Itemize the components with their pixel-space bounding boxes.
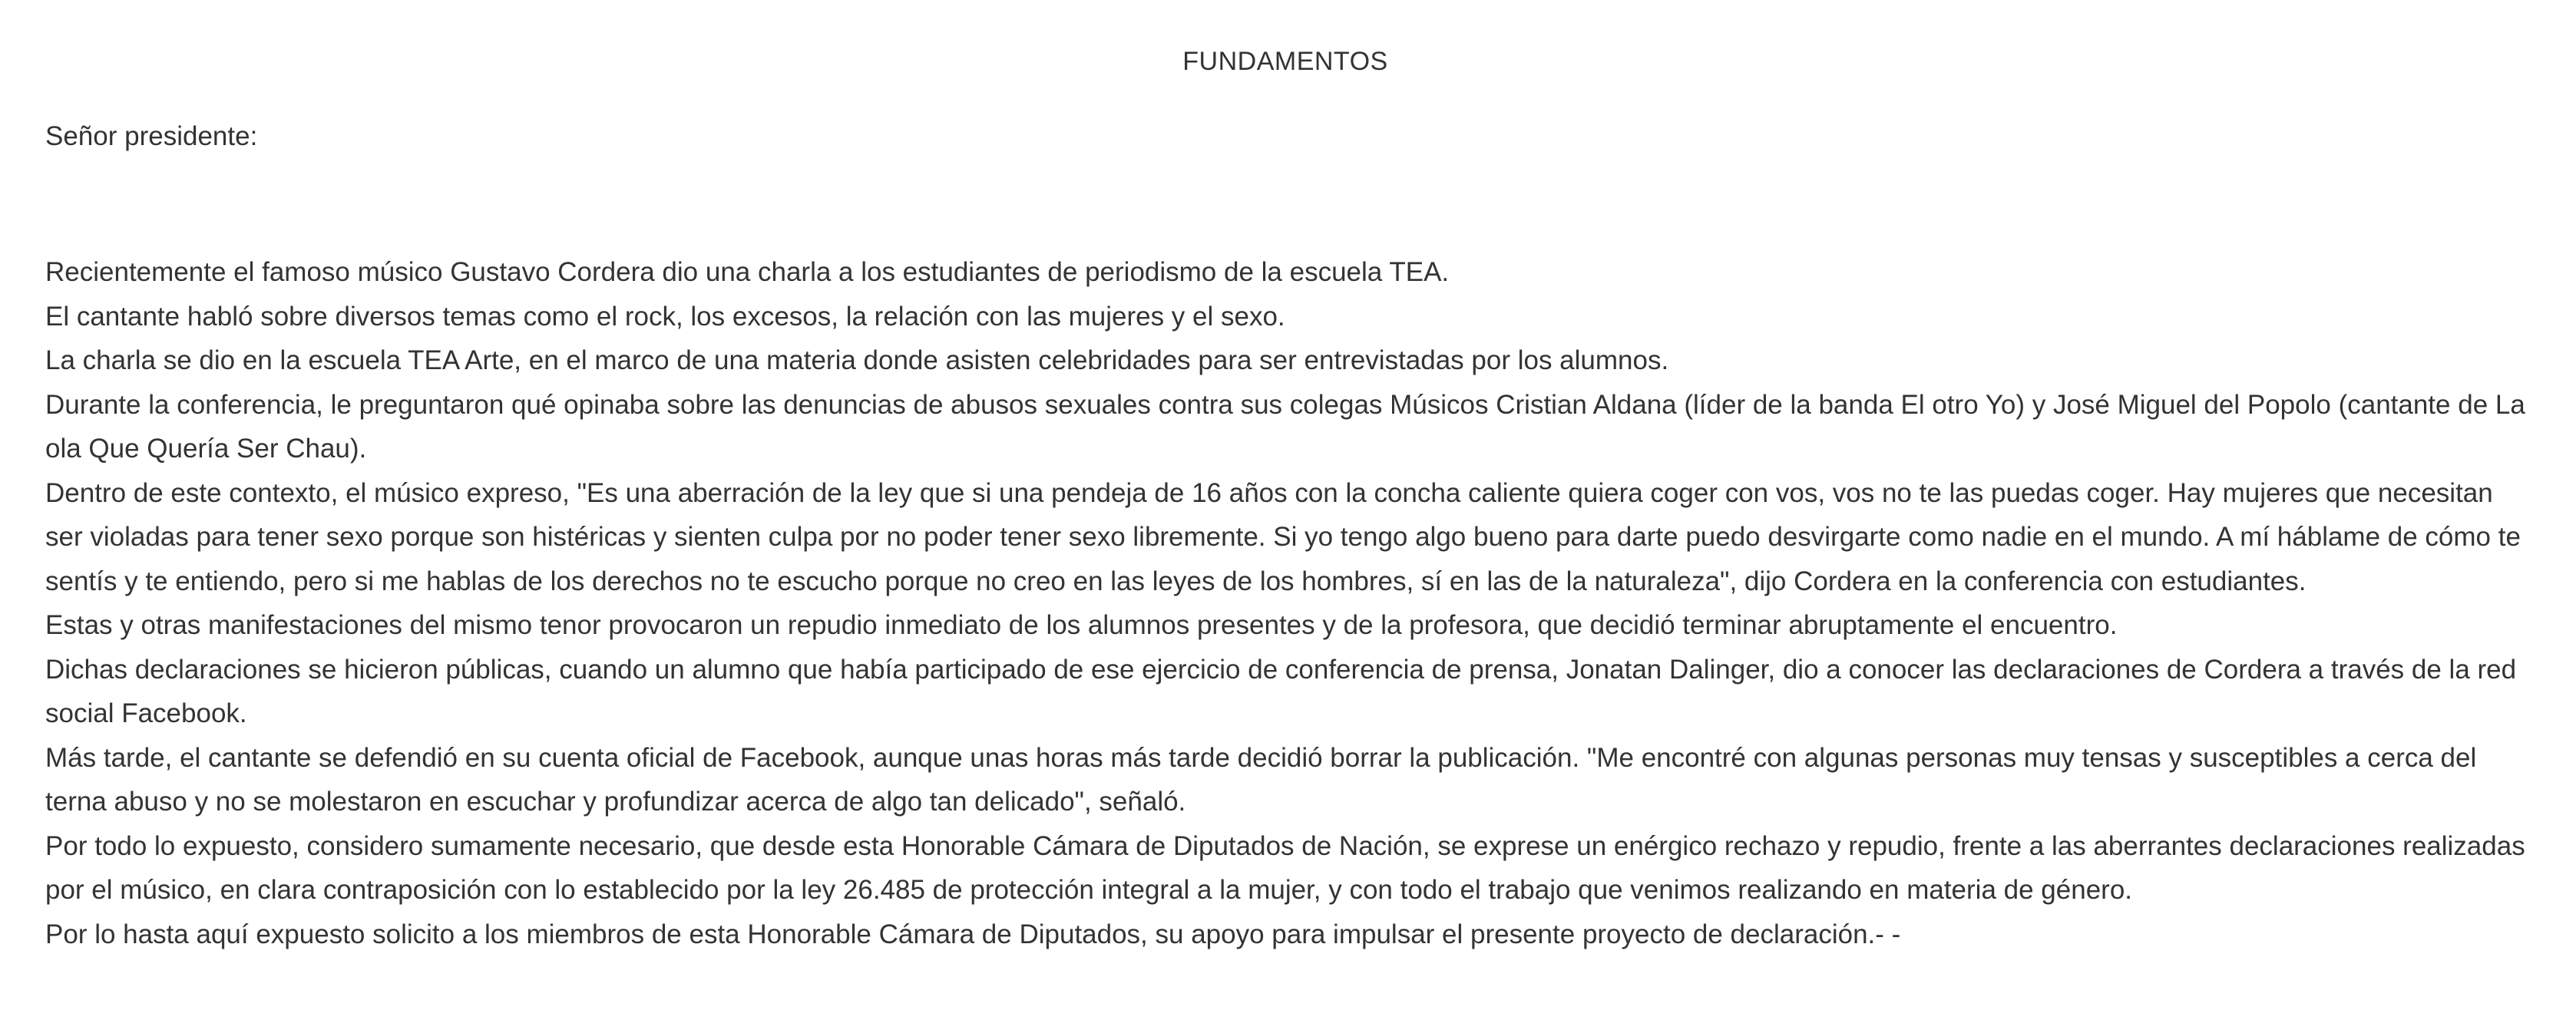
paragraph-5: Dentro de este contexto, el músico expreso, "Es una aberración de la ley que si una pendeja de 16 años con la concha caliente quiera coger con vos, vos no te las puedas coger. Hay mujeres que necesitan ser violadas para tener sexo porque son histéricas y sienten culpa por no poder tener sexo libremente. Si yo tengo algo bueno para darte puedo desvirgarte como nadie en el mundo. A mí háblame de cómo te sentís y te entiendo, pero si me hablas de los derechos no te escucho porque no creo en las leyes de los hombres, sí en las de la naturaleza", dijo Cordera en la conferencia con estudiantes. — [45, 477, 2521, 596]
salutation: Señor presidente: — [45, 121, 258, 151]
paragraph-1: Recientemente el famoso músico Gustavo Cordera dio una charla a los estudiantes de periodismo de la escuela TEA. — [45, 257, 1450, 287]
paragraph-9: Por todo lo expuesto, considero sumamente necesario, que desde esta Honorable Cámara de Diputados de Nación, se exprese un enérgico rechazo y repudio, frente a las aberrantes declaraciones realizadas por el músico, en clara contraposición con lo establecido por la ley 26.485 de protección integral a la mujer, y con todo el trabajo que venimos realizando en materia de género. — [45, 830, 2525, 905]
paragraph-10: Por lo hasta aquí expuesto solicito a los miembros de esta Honorable Cámara de Diputados, su apoyo para impulsar el presente proyecto de declaración.- - — [45, 919, 1901, 949]
paragraph-8: Más tarde, el cantante se defendió en su cuenta oficial de Facebook, aunque unas horas más tarde decidió borrar la publicación. "Me encontré con algunas personas muy tensas y susceptibles a cerca del terna abuso y no se molestaron en escuchar y profundizar acerca de algo tan delicado", señaló. — [45, 742, 2477, 817]
paragraph-3: La charla se dio en la escuela TEA Arte, en el marco de una materia donde asisten celebridades para ser entrevistadas por los alumnos. — [45, 345, 1669, 375]
document-title: FUNDAMENTOS — [1182, 47, 1388, 76]
paragraph-4: Durante la conferencia, le preguntaron qué opinaba sobre las denuncias de abusos sexuales contra sus colegas Músicos Cristian Aldana (líder de la banda El otro Yo) y José Miguel del Popolo (cantante de La ola Que Quería Ser Chau). — [45, 389, 2525, 464]
paragraph-2: El cantante habló sobre diversos temas como el rock, los excesos, la relación con las mujeres y el sexo. — [45, 301, 1285, 332]
paragraph-7: Dichas declaraciones se hicieron públicas, cuando un alumno que había participado de ese ejercicio de conferencia de prensa, Jonatan Dalinger, dio a conocer las declaraciones de Cordera a través de la red social Facebook. — [45, 654, 2517, 728]
paragraph-6: Estas y otras manifestaciones del mismo tenor provocaron un repudio inmediato de los alumnos presentes y de la profesora, que decidió terminar abruptamente el encuentro. — [45, 610, 2118, 640]
document-body — [45, 250, 2525, 956]
